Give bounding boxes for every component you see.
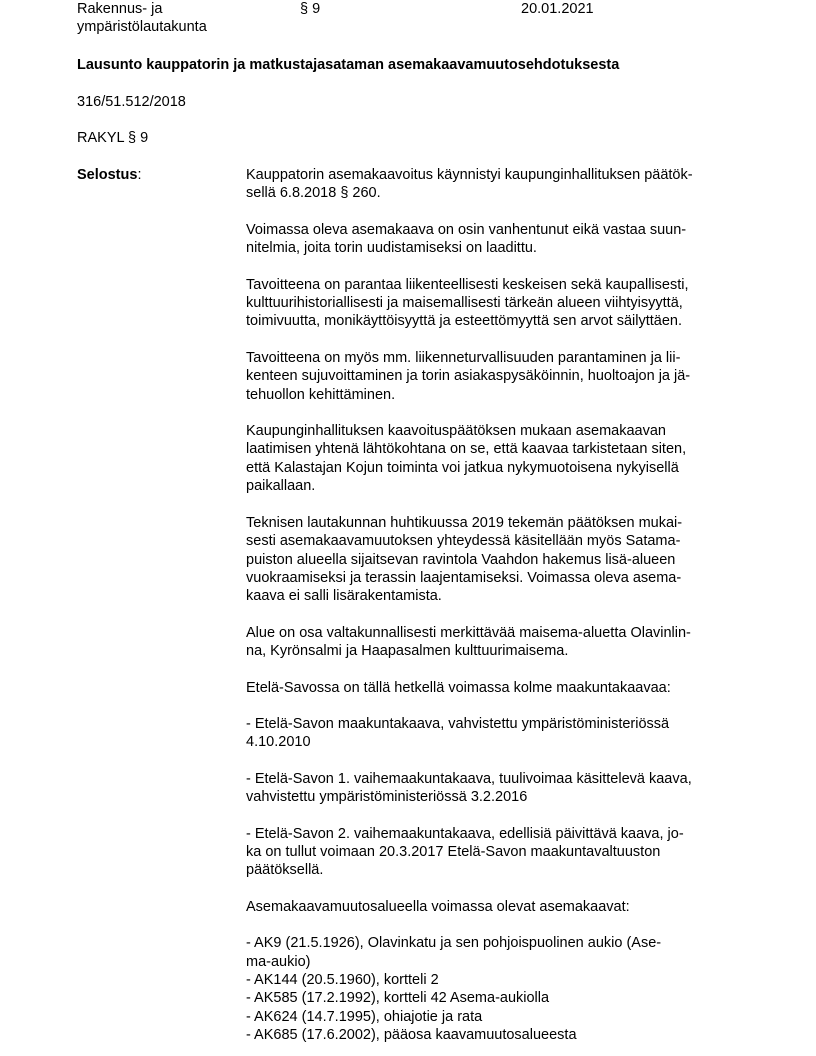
body-line: Kauppatorin asemakaavoitus käynnistyi kaupunginhallituksen päätök- xyxy=(246,167,693,183)
body-line: Tavoitteena on myös mm. liikenneturvallisuuden parantaminen ja lii- xyxy=(246,349,681,366)
body-line: Kaupunginhallituksen kaavoituspäätöksen mukaan asemakaavan xyxy=(246,423,666,440)
body-line: sellä 6.8.2018 § 260. xyxy=(246,185,381,202)
body-paragraph xyxy=(246,715,746,752)
body-line: laatimisen yhtenä lähtökohtana on se, että kaavaa tarkistetaan siten, xyxy=(246,441,687,458)
body-line: - AK585 (17.2.1992), kortteli 42 Asema-aukiolla xyxy=(246,990,550,1007)
body-line: kulttuurihistoriallisesti ja maisemallisesti tärkeän alueen viihtyisyyttä, xyxy=(246,295,683,312)
body-line: - Etelä-Savon maakuntakaava, vahvistettu ympäristöministeriössä xyxy=(246,715,670,732)
body-line: että Kalastajan Kojun toiminta voi jatkua nykymuotoisena nykyisellä xyxy=(246,459,679,476)
body-line: 4.10.2010 xyxy=(246,734,311,751)
body-paragraph xyxy=(246,422,746,496)
body-line: Alue on osa valtakunnallisesti merkittävää maisema-aluetta Olavinlin- xyxy=(246,624,691,641)
body-line: vahvistettu ympäristöministeriössä 3.2.2016 xyxy=(246,789,528,806)
selostus-body xyxy=(246,166,746,1045)
body-line: - Etelä-Savon 2. vaihemaakuntakaava, edellisiä päivittävä kaava, jo- xyxy=(246,825,684,842)
selostus-label xyxy=(77,166,141,184)
body-paragraph xyxy=(246,679,746,697)
committee-name-line1: Rakennus- ja xyxy=(77,1,163,17)
document-title: Lausunto kauppatorin ja matkustajasataman asemakaavamuutosehdotuksesta xyxy=(77,57,620,73)
body-line: - AK685 (17.6.2002), pääosa kaavamuutosalueesta xyxy=(246,1027,577,1044)
reference: RAKYL § 9 xyxy=(77,130,149,146)
body-line: vuokraamiseksi ja terassin laajentamiseksi. Voimassa oleva asema- xyxy=(246,569,682,586)
body-paragraph xyxy=(246,166,746,203)
body-paragraph xyxy=(246,934,746,1044)
body-line: - AK624 (14.7.1995), ohiajotie ja rata xyxy=(246,1008,483,1025)
record-number: 316/51.512/2018 xyxy=(77,94,186,110)
selostus-label-colon: : xyxy=(137,167,142,183)
body-line: Teknisen lautakunnan huhtikuussa 2019 tekemän päätöksen mukai- xyxy=(246,514,683,531)
body-line: ka on tullut voimaan 20.3.2017 Etelä-Savon maakuntavaltuuston xyxy=(246,843,661,860)
selostus-label-text: Selostus xyxy=(77,167,138,183)
body-line: tehuollon kehittäminen. xyxy=(246,386,396,403)
committee-name-line2: ympäristölautakunta xyxy=(77,19,207,36)
body-line: Etelä-Savossa on tällä hetkellä voimassa kolme maakuntakaavaa: xyxy=(246,679,671,696)
committee-name xyxy=(77,0,207,37)
body-line: - Etelä-Savon 1. vaihemaakuntakaava, tuulivoimaa käsittelevä kaava, xyxy=(246,770,692,787)
body-line: kenteen sujuvoittaminen ja torin asiakaspysäköinnin, huoltoajon ja jä- xyxy=(246,368,691,385)
body-line: ma-aukio) xyxy=(246,953,311,970)
body-paragraph xyxy=(246,276,746,331)
body-paragraph xyxy=(246,898,746,916)
body-line: sesti asemakaavamuutoksen yhteydessä käsitellään myös Satama- xyxy=(246,533,681,550)
body-line: puiston alueella sijaitsevan ravintola Vaahdon hakemus lisä-alueen xyxy=(246,551,676,568)
body-line: - AK144 (20.5.1960), kortteli 2 xyxy=(246,972,439,988)
meeting-date: 20.01.2021 xyxy=(521,1,594,17)
body-line: toimivuutta, monikäyttöisyyttä ja esteettömyyttä sen arvot säilyttäen. xyxy=(246,313,682,330)
body-line: päätöksellä. xyxy=(246,862,324,879)
body-paragraph xyxy=(246,770,746,807)
body-paragraph xyxy=(246,221,746,258)
body-line: Asemakaavamuutosalueella voimassa olevat asemakaavat: xyxy=(246,898,630,915)
body-paragraph xyxy=(246,514,746,606)
body-line: - AK9 (21.5.1926), Olavinkatu ja sen pohjoispuolinen aukio (Ase- xyxy=(246,935,662,952)
body-line: Voimassa oleva asemakaava on osin vanhentunut eikä vastaa suun- xyxy=(246,221,687,238)
body-line: Tavoitteena on parantaa liikenteellisesti keskeisen sekä kaupallisesti, xyxy=(246,276,689,293)
body-paragraph xyxy=(246,825,746,880)
body-line: paikallaan. xyxy=(246,478,316,495)
body-paragraph xyxy=(246,349,746,404)
body-line: kaava ei salli lisärakentamista. xyxy=(246,588,442,605)
body-line: nitelmia, joita torin uudistamiseksi on laadittu. xyxy=(246,240,537,257)
body-paragraph xyxy=(246,624,746,661)
body-line: na, Kyrönsalmi ja Haapasalmen kulttuurimaisema. xyxy=(246,643,569,660)
section-number: § 9 xyxy=(300,1,321,17)
